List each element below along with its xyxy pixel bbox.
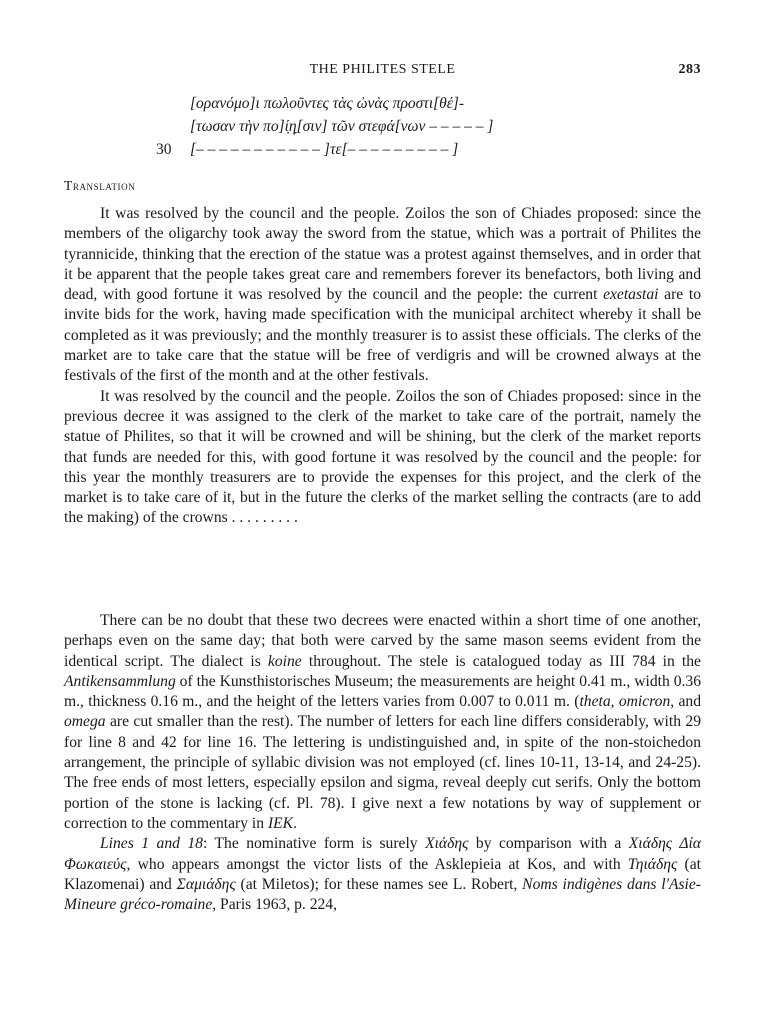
commentary-paragraph [64, 611, 701, 834]
lemma-label: Lines 1 and 18 [100, 835, 203, 853]
text-run: . [293, 814, 297, 832]
text-run: by comparison with a [468, 835, 629, 853]
page-number: 283 [678, 62, 701, 77]
text-run: and [674, 693, 701, 711]
text-run: are to invite bids for the work, having made specification with the municipal architect whereby it shall be completed as it was previously; and the monthly treasurer is to assist these officials. The clerks of the market are to take care that the statue will be free of verdigris and will be crowned always at the festivals of the first of the month and at the other festivals. [64, 286, 701, 385]
greek-word: Σαμιάδης [176, 875, 236, 893]
text-run: of the Kunsthistorisches Museum; the measurements are height 0.41 m., width 0.36 m., thickness 0.16 m., and the height of the letters varies from 0.007 to 0.011 m. ( [64, 672, 701, 711]
text-run: are cut smaller than the rest). The number of letters for each line differs considerably, with 29 for line 8 and 42 for line 16. The lettering is undistinguished and, in spite of the non-stoichedon arrangement, the principle of syllabic division was not employed (cf. lines 10-11, 13-14, and 24-25). The free ends of most letters, especially epsilon and sigma, reveal deeply cut serifs. Only the bottom portion of the stone is lacking (cf. Pl. 78). I give next a few notations by way of supplement or correction to the commentary in [64, 713, 701, 832]
greek-line-text: [τωσαν τὴν πο]ί̣η̣[σιν] τῶν στεφά[νων – – – – – ] [190, 118, 494, 135]
text-run: It was resolved by the council and the people. Zoilos the son of Chiades proposed: since the members of the oligarchy took away the sword from the statue, which was a portrait of Philites the tyrannicide, thinking that the erection of the statue was a protest against themselves, and in order that it be apparent that the people takes great care and remembers forever its benefactors, both living and dead, with good fortune it was resolved by the council and the people: the current [64, 205, 701, 304]
greek-word: Τηιάδης [627, 855, 678, 873]
italic-title: Noms indigènes dans l'Asie-Mineure gréco-romaine, [64, 875, 701, 914]
greek-line [64, 92, 701, 115]
text-run: (at Miletos); for these names see L. Robert, [235, 875, 523, 893]
italic-term: theta, omicron, [579, 693, 675, 711]
greek-line-text: [ορανόμο]ι πωλοῦντες τὰς ὠνὰς προστι[θέ]- [190, 95, 465, 112]
greek-word: Χιάδης [425, 835, 469, 853]
text-run: There can be no doubt that these two decrees were enacted within a short time of one another, perhaps even on the same day; that both were carved by the same mason seems evident from the identical script. The dialect is [64, 612, 701, 670]
italic-term: koine [267, 652, 302, 670]
text-run: (at Klazomenai) and [64, 855, 701, 893]
italic-term: exetastai [603, 286, 659, 304]
text-run: throughout. The stele is catalogued today as III 784 in the [301, 652, 701, 670]
text-run: , who appears amongst the victor lists of the Asklepieia at Kos, and with [126, 855, 628, 873]
italic-term: IEK [267, 814, 294, 832]
line-number: 30 [156, 141, 172, 158]
italic-term: omega [64, 713, 106, 731]
commentary-section [64, 611, 701, 915]
greek-line [64, 138, 701, 161]
greek-line [64, 115, 701, 138]
translation-heading: Translation [64, 178, 136, 193]
greek-word: Χιάδης Δία Φωκαιεύς [64, 835, 701, 873]
translation-section [64, 204, 701, 529]
translation-paragraph: It was resolved by the council and the people. Zoilos the son of Chiades proposed: since in the previous decree it was assigned to the clerk of the market to take care of the portrait, namely the statue of Philites, so that it will be crowned and will be shining, but the clerk of the market reports that funds are needed for this, with good fortune it was resolved by the council and the people: for this year the monthly treasurers are to provide the expenses for this project, and the clerk of the market is to take care of it, but in the future the clerks of the market selling the contracts (are to add the making) of the crowns . . . . . . . . . [64, 387, 701, 527]
commentary-paragraph [64, 834, 701, 915]
greek-inscription-text [64, 92, 701, 161]
translation-paragraph [64, 204, 701, 387]
text-run: Paris 1963, p. 224, [216, 896, 337, 914]
running-title: THE PHILITES STELE [309, 62, 456, 77]
text-run: : The nominative form is surely [202, 835, 426, 853]
italic-term: Antikensammlung [64, 672, 176, 690]
greek-line-text: [– – – – – – – – – – – ]τε[– – – – – – – – – ] [190, 141, 459, 158]
